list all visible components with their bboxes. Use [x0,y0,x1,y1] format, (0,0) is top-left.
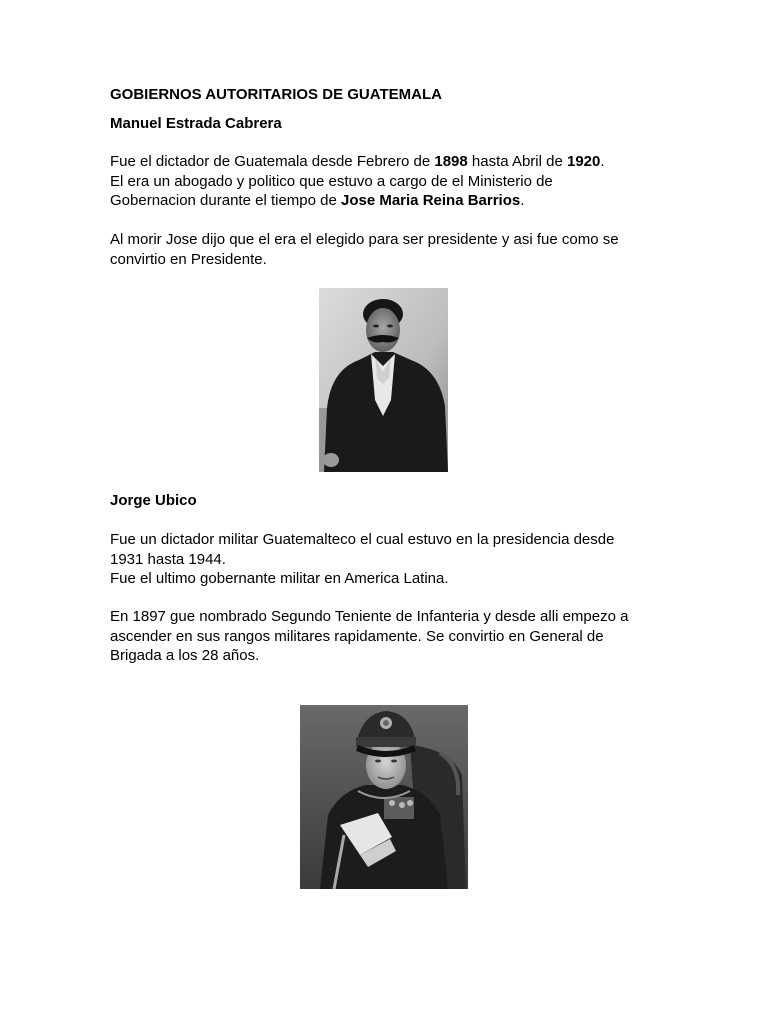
portrait-estrada-cabrera [319,288,448,472]
paragraph-line: Al morir Jose dijo que el era el elegido para ser presidente y asi fue como se [110,231,619,248]
paragraph-line: Brigada a los 28 años. [110,647,260,664]
year-1898: 1898 [434,153,468,170]
paragraph-line: Fue el ultimo gobernante militar en America Latina. [110,570,449,587]
paragraph-line: En 1897 gue nombrado Segundo Teniente de Infanteria y desde alli empezo a [110,608,629,625]
paragraph-line: ascender en sus rangos militares rapidamente. Se convirtio en General de [110,627,604,645]
section-heading-estrada-cabrera: Manuel Estrada Cabrera [110,115,282,132]
paragraph-line: convirtio en Presidente. [110,250,267,268]
paragraph-line: 1931 hasta 1944. [110,550,226,568]
name-reina-barrios: Jose Maria Reina Barrios [340,192,521,209]
paragraph-line: Fue un dictador militar Guatemalteco el cual estuvo en la presidencia desde [110,531,615,548]
section-heading-jorge-ubico: Jorge Ubico [110,492,197,509]
year-1920: 1920 [566,153,601,170]
portrait-jorge-ubico [300,705,468,889]
paragraph-line: El era un abogado y politico que estuvo a cargo de el Ministerio de [110,172,553,190]
paragraph-line: Fue el dictador de Guatemala desde Febrero de 1898 hasta Abril de 1920. [110,153,605,170]
paragraph-line: Gobernacion durante el tiempo de Jose Maria Reina Barrios. [110,192,525,209]
document-title: GOBIERNOS AUTORITARIOS DE GUATEMALA [110,86,442,103]
